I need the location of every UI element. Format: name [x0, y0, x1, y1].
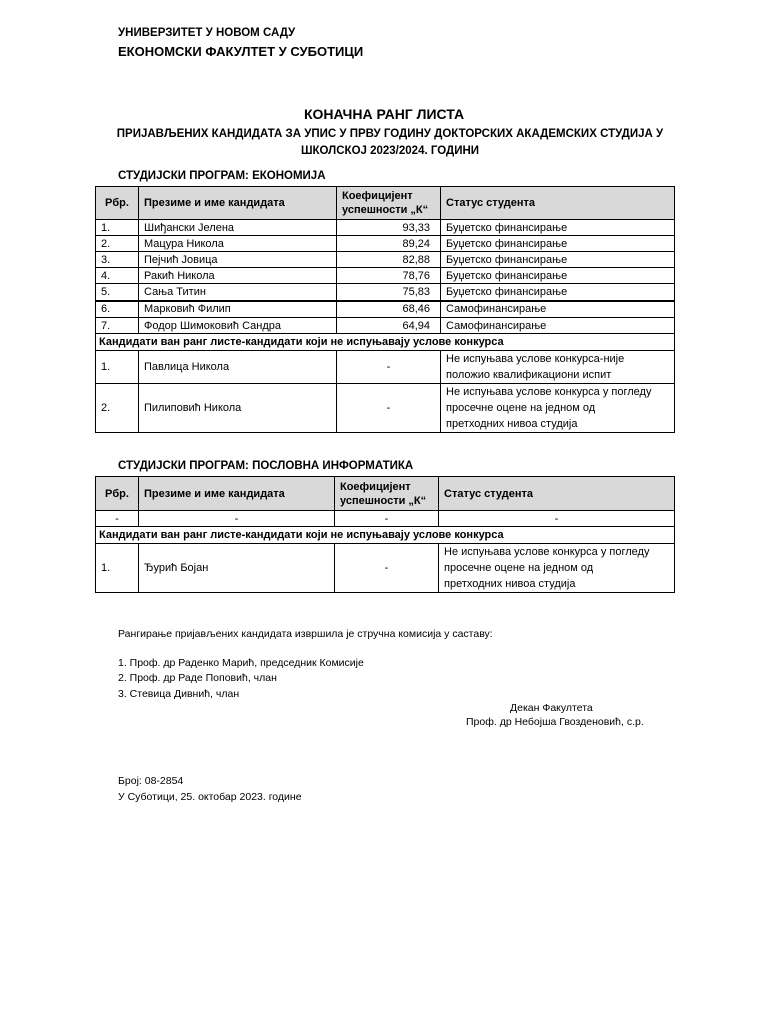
- cell-rb: 5.: [96, 284, 139, 301]
- cell-coef: 78,76: [337, 268, 441, 284]
- cell-status: -: [439, 511, 675, 527]
- status-line: просечне оцене на једном од: [444, 562, 594, 574]
- cell-name: Пејчић Јовица: [139, 252, 337, 268]
- cell-name: Фодор Шимоковић Сандра: [139, 318, 337, 334]
- col-header-coef-line: Коефицијент: [342, 190, 413, 202]
- status-line: Не испуњава услове конкурса-није: [446, 353, 625, 365]
- col-header-coef-line: успешности „К“: [340, 494, 427, 507]
- document-subtitle: [110, 126, 670, 160]
- table-row: [96, 284, 675, 301]
- cell-status: Самофинансирање: [441, 301, 675, 318]
- cell-status: Буџетско финансирање: [441, 268, 675, 284]
- commission-member: 3. Стевица Дивнић, члан: [118, 688, 240, 700]
- col-header-coef-line: успешности „К“: [342, 204, 429, 216]
- university-name: УНИВЕРЗИТЕТ У НОВОМ САДУ: [118, 27, 296, 39]
- table-row: [96, 544, 675, 593]
- table-row: [96, 236, 675, 252]
- program-economics-label: СТУДИЈСКИ ПРОГРАМ: ЕКОНОМИЈА: [118, 170, 326, 182]
- table-header-row: [96, 477, 675, 511]
- economics-rank-table: [95, 186, 675, 433]
- cell-status: Буџетско финансирање: [441, 236, 675, 252]
- table-row: [96, 220, 675, 236]
- col-header-status: Статус студента: [439, 477, 675, 511]
- status-line: Не испуњава услове конкурса у погледу: [446, 386, 652, 398]
- cell-coef: 64,94: [337, 318, 441, 334]
- table-row: [96, 511, 675, 527]
- cell-rb: 1.: [96, 220, 139, 236]
- cell-status: Буџетско финансирање: [441, 252, 675, 268]
- outside-list-heading: Кандидати ван ранг листе-кандидати који не испуњавају услове конкурса: [96, 334, 675, 351]
- document-date: У Суботици, 25. oктобар 2023. године: [118, 791, 302, 803]
- table-row: [96, 301, 675, 318]
- cell-rb: -: [96, 511, 139, 527]
- cell-status: Самофинансирање: [441, 318, 675, 334]
- signature-role: Декан Факултета: [510, 702, 593, 714]
- commission-intro: Рангирање пријављених кандидата извршила је стручна комисија у саставу:: [118, 628, 493, 640]
- table-row: [96, 318, 675, 334]
- commission-member: 2. Проф. др Раде Поповић, члан: [118, 672, 277, 684]
- cell-rb: 4.: [96, 268, 139, 284]
- cell-name: -: [139, 511, 335, 527]
- cell-rb: 3.: [96, 252, 139, 268]
- cell-status: [441, 384, 675, 433]
- cell-rb: 1.: [96, 544, 139, 593]
- cell-coef: -: [337, 351, 441, 384]
- col-header-name: Презиме и име кандидата: [139, 477, 335, 511]
- document-title: КОНАЧНА РАНГ ЛИСТА: [303, 106, 465, 122]
- subtitle-line: ПРИЈАВЉЕНИХ КАНДИДАТА ЗА УПИС У ПРВУ ГОДИНУ ДОКТОРСКИХ АКАДЕМСКИХ СТУДИЈА У: [116, 128, 664, 140]
- cell-coef: -: [337, 384, 441, 433]
- col-header-name: Презиме и име кандидата: [139, 187, 337, 220]
- program-business-informatics-label: СТУДИЈСКИ ПРОГРАМ: ПОСЛОВНА ИНФОРМАТИКА: [118, 460, 414, 472]
- cell-name: Ђурић Бојан: [139, 544, 335, 593]
- table-row: [96, 351, 675, 384]
- status-line: претходних нивоа студија: [446, 418, 578, 430]
- cell-coef: 75,83: [337, 284, 441, 301]
- cell-rb: 1.: [96, 351, 139, 384]
- commission-member: 1. Проф. др Раденко Марић, председник Комисије: [118, 657, 364, 669]
- table-header-row: [96, 187, 675, 220]
- status-line: положио квалификациони испит: [446, 369, 612, 381]
- cell-rb: 7.: [96, 318, 139, 334]
- cell-status: Буџетско финансирање: [441, 284, 675, 301]
- document-number: Број: 08-2854: [118, 775, 184, 787]
- cell-coef: 82,88: [337, 252, 441, 268]
- table-row: [96, 268, 675, 284]
- cell-rb: 2.: [96, 384, 139, 433]
- signature-name: Проф. др Небојша Гвозденовић, с.р.: [466, 716, 644, 728]
- cell-status: [439, 544, 675, 593]
- cell-coef: 89,24: [337, 236, 441, 252]
- cell-name: Пилиповић Никола: [139, 384, 337, 433]
- cell-coef: -: [335, 544, 439, 593]
- status-line: претходних нивоа студија: [444, 578, 576, 590]
- cell-rb: 6.: [96, 301, 139, 318]
- cell-name: Марковић Филип: [139, 301, 337, 318]
- table-row: [96, 252, 675, 268]
- cell-name: Сања Титин: [139, 284, 337, 301]
- cell-name: Ракић Никола: [139, 268, 337, 284]
- col-header-status: Статус студента: [441, 187, 675, 220]
- subtitle-line: ШКОЛСКОЈ 2023/2024. ГОДИНИ: [300, 145, 480, 157]
- col-header-coef-line: Коефицијент: [340, 480, 411, 493]
- cell-coef: 93,33: [337, 220, 441, 236]
- status-line: просечне оцене на једном од: [446, 402, 596, 414]
- col-header-coef: [337, 187, 441, 220]
- outside-list-heading-row: [96, 334, 675, 351]
- cell-name: Мацура Никола: [139, 236, 337, 252]
- col-header-rb: Рбр.: [96, 187, 139, 220]
- cell-status: [441, 351, 675, 384]
- table-row: [96, 384, 675, 433]
- outside-list-heading-row: [96, 527, 675, 544]
- cell-status: Буџетско финансирање: [441, 220, 675, 236]
- cell-rb: 2.: [96, 236, 139, 252]
- outside-list-heading: Кандидати ван ранг листе-кандидати који не испуњавају услове конкурса: [96, 527, 675, 544]
- status-line: Не испуњава услове конкурса у погледу: [444, 546, 650, 558]
- col-header-coef: [335, 477, 439, 511]
- cell-coef: -: [335, 511, 439, 527]
- cell-name: Павлица Никола: [139, 351, 337, 384]
- col-header-rb: Рбр.: [96, 477, 139, 511]
- faculty-name: ЕКОНОМСКИ ФАКУЛТЕТ У СУБОТИЦИ: [118, 44, 364, 59]
- business-informatics-rank-table: [95, 476, 675, 593]
- cell-coef: 68,46: [337, 301, 441, 318]
- cell-name: Шиђански Јелена: [139, 220, 337, 236]
